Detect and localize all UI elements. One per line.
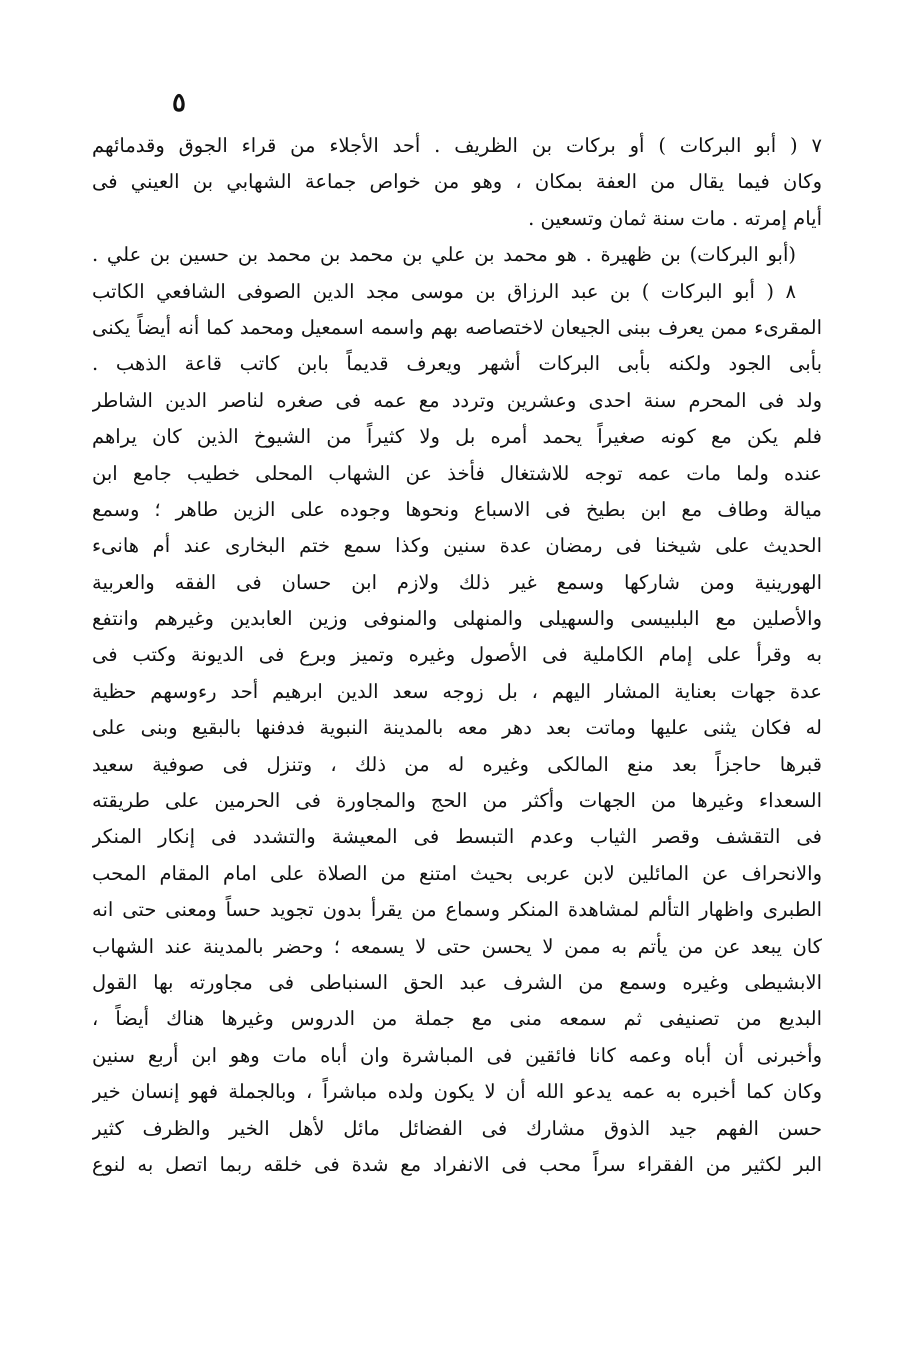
text-line: الهورينية ومن شاركها وسمع غير ذلك ولازم ابن حسان فى الفقه والعربية bbox=[92, 570, 822, 594]
text-line: (أبو البركات) بن ظهيرة . هو محمد بن علي بن محمد بن محمد بن حسين بن علي . bbox=[92, 243, 796, 267]
text-line: السعداء وغيرها من الجهات وأكثر من الحج والمجاورة فى الحرمين على طريقته bbox=[92, 789, 822, 813]
text-line: المقرىء ممن يعرف ببنى الجيعان لاختصاصه بهم واسمه اسمعيل ومحمد كما أنه أيضاً يكنى bbox=[92, 315, 822, 339]
body-text bbox=[92, 128, 822, 1183]
text-line: عدة جهات بعناية المشار اليهم ، بل زوجه سعد الدين ابرهيم أحد رءوسهم حظية bbox=[92, 679, 822, 703]
text-line: الطبرى واظهار التألم لمشاهدة المنكر وسماع من يقرأ بدون تجويد حساً ومعنى حتى انه bbox=[92, 898, 822, 922]
text-line: وأخبرنى أن أباه وعمه كانا فائقين فى المباشرة وان أباه مات وهو ابن أربع سنين bbox=[92, 1043, 822, 1067]
text-line: عنده ولما مات عمه توجه للاشتغال فأخذ عن الشهاب المحلى خطيب جامع ابن bbox=[92, 461, 822, 485]
text-line: وكان فيما يقال من العفة بمكان ، وهو من خواص جماعة الشهابي بن العيني فى bbox=[92, 170, 822, 194]
text-line: ٧ ( أبو البركات ) أو بركات بن الظريف . أحد الأجلاء من قراء الجوق وقدمائهم bbox=[92, 134, 822, 157]
text-line: ولد فى المحرم سنة احدى وعشرين وتردد مع عمه فى صغره لناصر الدين الشاطر bbox=[92, 388, 822, 412]
text-line: به وقرأ على إمام الكاملية فى الأصول وغيره وتميز وبرع فى الديونة وكتب فى bbox=[92, 643, 822, 667]
text-line: الابشيطى وغيره وسمع من الشرف عبد الحق السنباطى فى مجاورته بها القول bbox=[92, 970, 822, 994]
text-line: فلم يكن مع كونه صغيراً يحمد أمره بل ولا كثيراً من الشيوخ الذين كان يراهم bbox=[92, 425, 822, 449]
text-line: وكان كما أخبره به عمه يدعو الله أن لا يكون ولده مباشراً ، وبالجملة فهو إنسان خير bbox=[92, 1080, 822, 1104]
text-line: البر لكثير من الفقراء سراً محب فى الانفراد مع شدة فى خلقه ربما اتصل به لنوع bbox=[92, 1152, 822, 1176]
text-line: البديع من تصنيفى ثم سمعه منى مع جملة من الدروس وغيرها هناك أيضاً ، bbox=[92, 1007, 822, 1031]
text-line: والانحراف عن المائلين لابن عربى بحيث امتنع من الصلاة على امام المقام المحب bbox=[92, 861, 822, 885]
page-number: ٥ bbox=[172, 88, 186, 118]
text-line: أيام إمرته . مات سنة ثمان وتسعين . bbox=[528, 206, 822, 230]
text-line: فى التقشف وقصر الثياب وعدم التبسط فى المعيشة والتشدد فى إنكار المنكر bbox=[92, 825, 822, 849]
text-line: بأبى الجود ولكنه بأبى البركات أشهر ويعرف قديماً بابن كاتب قاعة الذهب . bbox=[92, 352, 822, 376]
text-line: كان يبعد عن من يأتم به ممن لا يحسن حتى لا يسمعه ؛ وحضر بالمدينة عند الشهاب bbox=[92, 934, 822, 958]
text-line: والأصلين مع البلبيسى والسهيلى والمنهلى والمنوفى وزين العابدين وغيرهم وانتفع bbox=[92, 607, 822, 631]
text-line: قبرها حاجزاً بعد منع المالكى وغيره له من ذلك ، وتنزل فى صوفية سعيد bbox=[92, 752, 822, 776]
text-line: حسن الفهم جيد الذوق مشارك فى الفضائل مائل لأهل الخير والظرف كثير bbox=[92, 1116, 822, 1140]
text-line: الحديث على شيخنا فى رمضان عدة سنين وكذا سمع ختم البخارى عند أم هانىء bbox=[92, 534, 822, 558]
text-line: ٨ ( أبو البركات ) بن عبد الرزاق بن موسى مجد الدين الصوفى الشافعي الكاتب bbox=[92, 279, 796, 303]
text-line: له فكان يثنى عليها وماتت بعد دهر معه بالمدينة النبوية فدفنها بالبقيع وبنى على bbox=[92, 716, 822, 740]
text-line: ميالة وطاف مع ابن بطيخ فى الاسباع ونحوها وجوده على الزين طاهر ؛ وسمع bbox=[92, 497, 822, 521]
